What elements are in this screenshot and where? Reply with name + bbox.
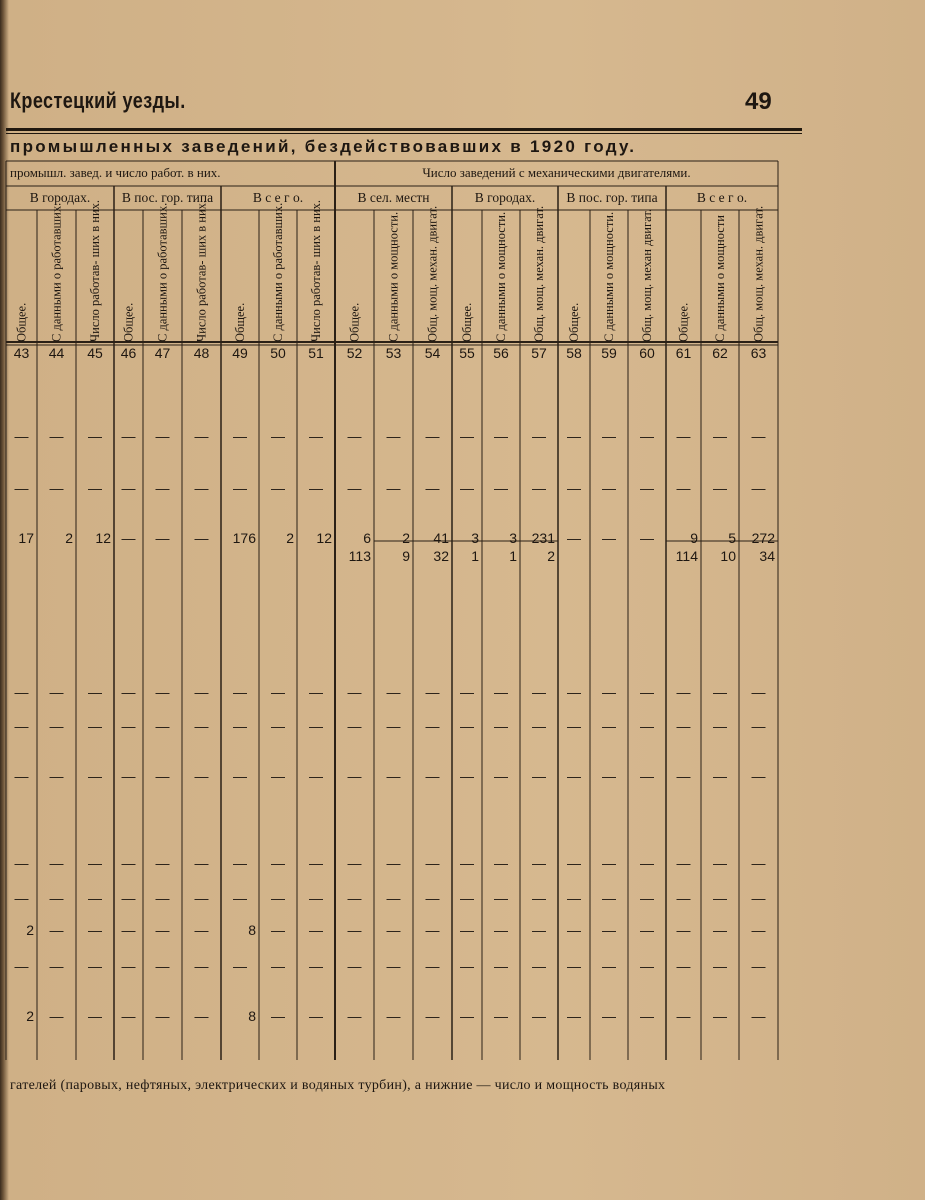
table-cell: — [155,530,170,546]
table-cell: — [713,1008,727,1024]
table-cell: — [460,480,474,496]
column-number: 62 [712,345,728,361]
table-cell: — [713,922,727,938]
table-cell: — [14,428,29,444]
table-cell: — [49,1008,64,1024]
table-cell: — [532,1008,546,1024]
table-cell: — [386,768,401,784]
table-cell: 272 [751,530,775,546]
table-cell: — [751,768,766,784]
table-cell: — [309,480,323,496]
table-cell: — [347,480,362,496]
column-header: С данными о мощности. [494,211,508,342]
table-cell: — [121,922,136,938]
table-cell: — [640,428,654,444]
table-cell: — [425,1008,440,1024]
table-cell: — [460,718,474,734]
table-cell: — [194,890,209,906]
table-cell: — [713,768,727,784]
table-cell: — [386,855,401,871]
table-cell: — [676,958,691,974]
table-cell: — [494,922,508,938]
table-cell: — [194,480,209,496]
table-cell: — [386,718,401,734]
table-cell: 113 [348,548,371,564]
table-cell: — [425,480,440,496]
table-cell: — [49,855,64,871]
table-cell: — [676,922,691,938]
table-cell: — [155,480,170,496]
table-cell: — [567,480,581,496]
table-cell: — [494,890,508,906]
table-cell: — [49,480,64,496]
table-cell: — [532,684,546,700]
table-cell: — [155,1008,170,1024]
table-cell: — [567,768,581,784]
table-cell: — [425,855,440,871]
column-header: Общее. [460,302,474,342]
table-cell: — [713,958,727,974]
table-cell: — [751,958,766,974]
table-cell: — [309,768,323,784]
column-header: Число работав- ших в них. [88,199,102,342]
table-cell: — [494,480,508,496]
table-cell: — [532,480,546,496]
table-cell: — [567,1008,581,1024]
column-header: Общее. [567,302,581,342]
table-cell: — [460,768,474,784]
column-header: Общее. [233,302,247,342]
table-cell: — [309,684,323,700]
table-cell: — [460,922,474,938]
table-cell: — [567,684,581,700]
column-number: 60 [639,345,655,361]
table-cell: — [347,428,362,444]
group-header-level2: В пос. гор. типа [566,190,658,205]
table-cell: — [567,922,581,938]
column-number: 53 [385,345,402,361]
table-cell: — [14,855,29,871]
table-cell: — [640,890,654,906]
column-number: 55 [459,345,475,361]
table-cell: — [532,768,546,784]
table-cell: 32 [433,548,449,564]
table-cell: — [155,922,170,938]
column-number: 48 [193,345,210,361]
table-cell: — [49,958,64,974]
running-header-title: Крестецкий уезды. [10,88,186,113]
table-cell: — [425,922,440,938]
table-cell: — [271,1008,285,1024]
table-cell: — [49,718,64,734]
page-number: 49 [745,88,772,115]
table-cell: — [271,428,285,444]
table-cell: — [567,718,581,734]
table-cell: — [121,768,136,784]
table-cell: — [460,684,474,700]
table-cell: — [309,1008,323,1024]
table-cell: — [640,855,654,871]
table-cell: — [49,768,64,784]
column-header: С данными о работавших. [271,202,285,342]
table-cell: — [347,684,362,700]
table-cell: — [602,922,616,938]
table-cell: — [386,922,401,938]
column-number: 59 [601,345,617,361]
table-cell: — [751,718,766,734]
table-cell: — [425,684,440,700]
table-cell: — [751,1008,766,1024]
table-cell: — [14,768,29,784]
table-cell: — [425,890,440,906]
table-cell: — [460,428,474,444]
table-cell: — [49,428,64,444]
table-cell: — [233,958,247,974]
table-cell: — [425,718,440,734]
table-cell: — [233,768,247,784]
table-cell: — [640,718,654,734]
table-cell: 2 [26,922,34,938]
column-header: Общ. мощ. механ. двигат. [532,205,546,342]
table-cell: — [494,1008,508,1024]
table-cell: — [88,480,102,496]
table-cell: — [49,922,64,938]
table-cell: — [233,855,247,871]
column-number: 56 [493,345,509,361]
column-number: 46 [120,345,137,361]
table-cell: — [532,890,546,906]
table-cell: — [751,855,766,871]
table-cell: 8 [248,1008,256,1024]
table-cell: — [309,428,323,444]
group-header-level2: В с е г о. [696,190,748,205]
column-header: Общ. мощ. механ. двигат. [425,205,440,342]
table-cell: — [14,684,29,700]
table-cell: — [14,890,29,906]
table-cell: — [602,958,616,974]
table-cell: — [425,768,440,784]
table-cell: — [347,890,362,906]
table-cell: — [88,922,102,938]
table-cell: — [121,855,136,871]
table-cell: — [121,480,136,496]
table-cell: — [602,855,616,871]
table-cell: 2 [26,1008,34,1024]
table-cell: 41 [433,530,449,546]
table-cell: — [309,890,323,906]
table-cell: — [532,718,546,734]
table-cell: — [751,480,766,496]
table-cell: 3 [471,530,479,546]
table-cell: — [194,428,209,444]
table-cell: — [460,890,474,906]
table-cell: 5 [728,530,736,546]
column-number: 51 [308,345,324,361]
table-cell: — [567,530,581,546]
table-cell: — [88,890,102,906]
group-header-level2: В с е г о. [252,190,304,205]
table-cell: — [121,958,136,974]
table-cell: — [425,958,440,974]
column-header: Общ. мощ. механ двигат. [640,209,654,342]
table-cell: 9 [690,530,698,546]
table-cell: — [640,922,654,938]
table-cell: — [751,428,766,444]
table-cell: — [494,684,508,700]
table-cell: — [567,428,581,444]
group-header-level2: В городах. [474,190,536,205]
table-cell: — [676,428,691,444]
table-cell: — [532,428,546,444]
table-cell: — [121,428,136,444]
table-cell: — [460,855,474,871]
table-cell: — [386,480,401,496]
table-cell: — [676,1008,691,1024]
column-header: С данными о мощности. [386,211,401,342]
table-cell: — [14,480,29,496]
table-cell: — [676,890,691,906]
table-cell: — [494,958,508,974]
table-cell: — [233,480,247,496]
table-cell: — [271,718,285,734]
table-cell: — [602,530,616,546]
table-cell: — [602,890,616,906]
column-header: Общее. [14,302,29,342]
table-cell: — [713,890,727,906]
table-cell: — [309,855,323,871]
table-cell: — [713,684,727,700]
column-number: 63 [750,345,767,361]
table-cell: — [676,718,691,734]
table-cell: — [386,1008,401,1024]
table-cell: — [602,428,616,444]
table-cell: — [194,922,209,938]
table-cell: 6 [363,530,371,546]
table-cell: — [676,768,691,784]
table-cell: — [713,480,727,496]
table-cell: — [532,855,546,871]
table-cell: 9 [402,548,410,564]
column-header: Число работав- ших в них. [194,199,209,342]
table-cell: — [460,958,474,974]
table-cell: — [640,768,654,784]
table-cell: — [271,922,285,938]
table-cell: — [640,480,654,496]
table-cell: — [194,958,209,974]
table-cell: — [121,684,136,700]
table-cell: — [386,958,401,974]
table-cell: — [194,718,209,734]
table-cell: — [309,922,323,938]
table-cell: — [271,890,285,906]
table-cell: — [155,428,170,444]
table-cell: — [88,428,102,444]
table-cell: — [640,1008,654,1024]
table-cell: 2 [547,548,555,564]
table-cell: — [532,958,546,974]
table-cell: 34 [759,548,775,564]
table-cell: — [49,890,64,906]
table-cell: — [602,1008,616,1024]
column-number: 54 [424,345,441,361]
table-cell: — [494,718,508,734]
table-cell: — [155,958,170,974]
table-cell: 114 [675,548,698,564]
table-cell: — [347,768,362,784]
table-cell: 1 [471,548,479,564]
column-number: 47 [154,345,171,361]
group-header-level1: Число заведений с механическими двигателями. [422,165,691,180]
table-cell: — [121,530,136,546]
table-cell: — [121,1008,136,1024]
table-cell: — [640,958,654,974]
group-header-level2: В пос. гор. типа [121,190,214,205]
table-cell: — [347,958,362,974]
column-header: Число работав- ших в них. [309,199,323,342]
table-cell: — [751,684,766,700]
table-title: промышленных заведений, бездействовавших в 1920 году. [10,137,637,156]
table-cell: 10 [720,548,736,564]
table-cell: — [676,480,691,496]
group-header-level2: В городах. [29,190,91,205]
table-cell: — [271,684,285,700]
table-cell: 3 [509,530,517,546]
column-header: Общ. мощ. механ. двигат. [751,205,766,342]
table-cell: 231 [531,530,555,546]
table-cell: 12 [316,530,332,546]
table-cell: — [309,958,323,974]
table-cell: — [567,958,581,974]
table-cell: — [347,718,362,734]
table-cell: — [155,684,170,700]
table-cell: — [194,768,209,784]
table-cell: — [713,855,727,871]
table-cell: — [386,890,401,906]
table-cell: — [88,718,102,734]
table-cell: — [425,428,440,444]
table-cell: — [602,684,616,700]
column-number: 58 [566,345,582,361]
table-cell: — [386,428,401,444]
column-header: С данными о мощности. [602,211,616,342]
column-number: 57 [531,345,547,361]
table-cell: — [88,958,102,974]
table-cell: — [602,718,616,734]
table-cell: 12 [95,530,111,546]
table-cell: — [155,768,170,784]
table-cell: — [271,958,285,974]
table-cell: — [713,718,727,734]
table-cell: — [271,480,285,496]
table-cell: — [347,922,362,938]
table-cell: — [271,855,285,871]
table-cell: 2 [286,530,294,546]
column-header: Общее. [676,302,691,342]
table-cell: — [271,768,285,784]
column-header: Общее. [347,302,362,342]
table-cell: — [751,890,766,906]
table-cell: — [155,718,170,734]
column-number: 61 [675,345,692,361]
table-cell: — [233,684,247,700]
column-header: Общее. [121,302,136,342]
table-cell: — [155,890,170,906]
table-cell: — [155,855,170,871]
table-cell: — [713,428,727,444]
table-cell: — [460,1008,474,1024]
table-cell: — [194,855,209,871]
table-cell: 2 [402,530,410,546]
table-cell: — [14,718,29,734]
table-cell: — [676,684,691,700]
table-cell: 176 [232,530,256,546]
table-cell: — [121,890,136,906]
group-header-level2: В сел. местн [357,190,430,205]
table-cell: — [494,855,508,871]
table-cell: 2 [65,530,73,546]
table-cell: — [88,768,102,784]
column-number: 52 [346,345,363,361]
table-cell: — [347,855,362,871]
table-cell: — [88,855,102,871]
table-cell: 17 [18,530,34,546]
table-cell: — [676,855,691,871]
table-cell: — [602,768,616,784]
column-header: С данными о работавших. [49,202,64,342]
table-cell: — [121,718,136,734]
table-cell: — [640,530,654,546]
table-cell: — [194,530,209,546]
column-header: С данными о мощности [713,215,727,342]
table-cell: — [233,428,247,444]
table-cell: — [194,684,209,700]
group-header-level1: промышл. завед. и число работ. в них. [10,165,221,180]
table-cell: — [567,855,581,871]
column-number: 44 [48,345,65,361]
table-cell: — [14,958,29,974]
table-cell: — [88,1008,102,1024]
table-cell: — [194,1008,209,1024]
table-cell: 1 [509,548,517,564]
table-cell: — [49,684,64,700]
column-number: 49 [232,345,248,361]
table-cell: — [494,428,508,444]
table-cell: — [602,480,616,496]
table-cell: — [567,890,581,906]
column-number: 50 [270,345,286,361]
table-cell: — [494,768,508,784]
table-cell: — [233,718,247,734]
column-header: С данными о работавших. [155,202,170,342]
table-cell: — [640,684,654,700]
table-cell: — [386,684,401,700]
footnote-text: гателей (паровых, нефтяных, электрических и водяных турбин), а нижние — число и мощность водяных [10,1078,666,1093]
table-cell: — [88,684,102,700]
table-cell: — [751,922,766,938]
table-cell: — [532,922,546,938]
table-cell: 8 [248,922,256,938]
table-cell: — [309,718,323,734]
column-number: 43 [13,345,30,361]
table-cell: — [233,890,247,906]
column-number: 45 [87,345,103,361]
table-cell: — [347,1008,362,1024]
